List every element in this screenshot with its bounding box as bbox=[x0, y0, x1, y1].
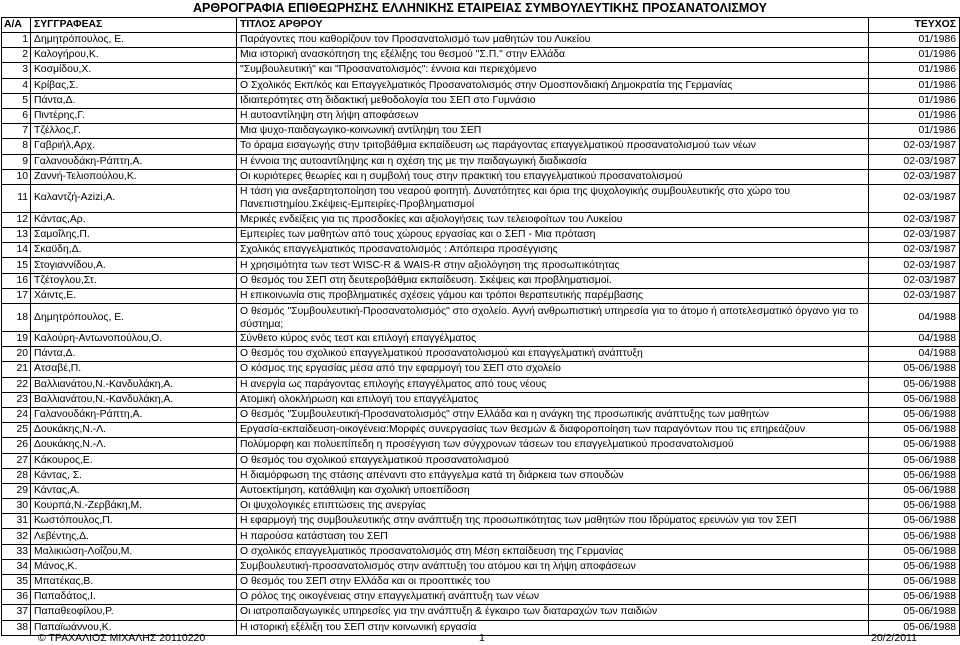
row-title: Ατομική ολοκλήρωση και επιλογή του επαγγέλματος bbox=[237, 392, 869, 407]
row-title: Εργασία-εκπαίδευση-οικογένεια:Μορφές συνεργασίας των θεσμών & διαφοροποίηση των παραγόντων που τις επηρεάζουν bbox=[237, 423, 869, 438]
row-title: Οι κυριότερες θεωρίες και η συμβολή τους στην πρακτική του επαγγελματικού προσανατολισμού bbox=[237, 169, 869, 184]
row-number: 25 bbox=[2, 423, 31, 438]
row-issue: 04/1988 bbox=[869, 347, 960, 362]
row-issue: 05-06/1988 bbox=[869, 377, 960, 392]
row-title: Η διαμόρφωση της στάσης απέναντι στο επάγγελμα κατά τη διάρκεια των σπουδών bbox=[237, 468, 869, 483]
row-number: 30 bbox=[2, 499, 31, 514]
row-author: Στογιαννίδου,Α. bbox=[31, 258, 237, 273]
row-number: 37 bbox=[2, 605, 31, 620]
row-issue: 05-06/1988 bbox=[869, 407, 960, 422]
table-row bbox=[2, 139, 960, 154]
table-row bbox=[2, 154, 960, 169]
row-title: Η ανεργία ως παράγοντας επιλογής επαγγέλματος από τους νέους bbox=[237, 377, 869, 392]
row-author: Γαλανουδάκη-Ράπτη,Α. bbox=[31, 407, 237, 422]
row-issue: 02-03/1987 bbox=[869, 139, 960, 154]
row-issue: 02-03/1987 bbox=[869, 273, 960, 288]
row-number: 21 bbox=[2, 362, 31, 377]
row-number: 8 bbox=[2, 139, 31, 154]
row-issue: 04/1988 bbox=[869, 332, 960, 347]
row-title: Ο κόσμος της εργασίας μέσα από την εφαρμογή του ΣΕΠ στο σχολείο bbox=[237, 362, 869, 377]
table-row bbox=[2, 243, 960, 258]
row-title: Αυτοεκτίμηση, κατάθλιψη και σχολική υποεπίδοση bbox=[237, 483, 869, 498]
table-row bbox=[2, 605, 960, 620]
row-number: 36 bbox=[2, 590, 31, 605]
row-issue: 02-03/1987 bbox=[869, 228, 960, 243]
row-issue: 01/1986 bbox=[869, 78, 960, 93]
row-title: Η αυτοαντίληψη στη λήψη αποφάσεων bbox=[237, 108, 869, 123]
row-author: Πάντα,Δ. bbox=[31, 93, 237, 108]
row-number: 11 bbox=[2, 184, 31, 212]
row-author: Μαλικιώση-Λοΐζου,Μ. bbox=[31, 544, 237, 559]
row-number: 33 bbox=[2, 544, 31, 559]
row-author: Ατσαβέ,Π. bbox=[31, 362, 237, 377]
footer-date: 20/2/2011 bbox=[871, 632, 917, 644]
table-row bbox=[2, 559, 960, 574]
row-issue: 04/1988 bbox=[869, 304, 960, 332]
header-title: ΤΙΤΛΟΣ ΑΡΘΡΟΥ bbox=[237, 18, 869, 33]
table-row bbox=[2, 529, 960, 544]
table-row bbox=[2, 258, 960, 273]
row-issue: 01/1986 bbox=[869, 48, 960, 63]
row-author: Γαλανουδάκη-Ράπτη,Α. bbox=[31, 154, 237, 169]
row-title: Η παρούσα κατάσταση του ΣΕΠ bbox=[237, 529, 869, 544]
row-author: Κοσμίδου,Χ. bbox=[31, 63, 237, 78]
row-issue: 05-06/1988 bbox=[869, 620, 960, 635]
row-title: Ιδιαιτερότητες στη διδακτική μεθοδολογία του ΣΕΠ στο Γυμνάσιο bbox=[237, 93, 869, 108]
row-issue: 01/1986 bbox=[869, 63, 960, 78]
row-author: Καλούρη-Αντωνοπούλου,Ο. bbox=[31, 332, 237, 347]
table-row bbox=[2, 124, 960, 139]
table-row bbox=[2, 362, 960, 377]
row-author: Καλαντζή-Azizi,Α. bbox=[31, 184, 237, 212]
row-issue: 05-06/1988 bbox=[869, 514, 960, 529]
table-row bbox=[2, 499, 960, 514]
row-number: 29 bbox=[2, 483, 31, 498]
row-number: 7 bbox=[2, 124, 31, 139]
row-issue: 05-06/1988 bbox=[869, 453, 960, 468]
row-author: Κάντας, Σ. bbox=[31, 468, 237, 483]
row-number: 13 bbox=[2, 228, 31, 243]
row-issue: 05-06/1988 bbox=[869, 605, 960, 620]
row-number: 12 bbox=[2, 212, 31, 227]
row-title: Μερικές ενδείξεις για τις προσδοκίες και αξιολογήσεις των τελειοφοίτων του Λυκείου bbox=[237, 212, 869, 227]
row-title: Η εφαρμογή της συμβουλευτικής στην ανάπτυξη της προσωπικότητας των μαθητών που Ιδρύματος ερευνών για τον ΣΕΠ bbox=[237, 514, 869, 529]
table-row bbox=[2, 288, 960, 303]
row-author: Κάντας,Α. bbox=[31, 483, 237, 498]
row-title: Ο σχολικός επαγγελματικός προσανατολισμός στη Μέση εκπαίδευση της Γερμανίας bbox=[237, 544, 869, 559]
row-title: Σχολικός επαγγελματικός προσανατολισμός : Απόπειρα προσέγγισης bbox=[237, 243, 869, 258]
row-title: Ο θεσμός του ΣΕΠ στην Ελλάδα και οι προοπτικές του bbox=[237, 575, 869, 590]
row-title: Η τάση για ανεξαρτητοποίηση του νεαρού φοιτητή. Δυνατότητες και όρια της ψυχολογικής συμβουλευτικής στο χώρο του Πανεπιστημίου.Σκέψεις-Εμπειρίες-Προβληματισμοί bbox=[237, 184, 869, 212]
row-issue: 02-03/1987 bbox=[869, 154, 960, 169]
row-author: Παπαδάτος,Ι. bbox=[31, 590, 237, 605]
row-title: Το όραμα εισαγωγής στην τριτοβάθμια εκπαίδευση ως παράγοντας επαγγελματικού προσανατολισμού των νέων bbox=[237, 139, 869, 154]
row-author: Παπαϊωάννου,Κ. bbox=[31, 620, 237, 635]
row-title: Η ιστορική εξέλιξη του ΣΕΠ στην κοινωνική εργασία bbox=[237, 620, 869, 635]
row-number: 17 bbox=[2, 288, 31, 303]
footer-copyright: © ΤΡΑΧΑΛΙΟΣ ΜΙΧΑΛΗΣ 20110220 bbox=[38, 632, 206, 644]
row-issue: 05-06/1988 bbox=[869, 483, 960, 498]
row-author: Πάντα,Δ. bbox=[31, 347, 237, 362]
row-title: Η επικοινωνία στις προβληματικές σχέσεις γάμου και τρόποι θεραπευτικής παρέμβασης bbox=[237, 288, 869, 303]
row-number: 2 bbox=[2, 48, 31, 63]
table-row bbox=[2, 63, 960, 78]
row-number: 3 bbox=[2, 63, 31, 78]
header-issue: ΤΕΥΧΟΣ bbox=[869, 18, 960, 33]
row-title: Σύνθετο κύρος ενός τεστ και επιλογή επαγγέλματος bbox=[237, 332, 869, 347]
table-row bbox=[2, 33, 960, 48]
row-number: 23 bbox=[2, 392, 31, 407]
row-author: Τζέτογλου,Στ. bbox=[31, 273, 237, 288]
row-number: 28 bbox=[2, 468, 31, 483]
row-title: Ο θεσμός του σχολικού επαγγελματικού προσανατολισμού και επαγγελματική ανάπτυξη bbox=[237, 347, 869, 362]
header-num: Α/Α bbox=[2, 18, 31, 33]
row-author: Δουκάκης,Ν.-Λ. bbox=[31, 438, 237, 453]
row-number: 20 bbox=[2, 347, 31, 362]
row-title: Εμπειρίες των μαθητών από τους χώρους εργασίας και ο ΣΕΠ - Μια πρόταση bbox=[237, 228, 869, 243]
row-number: 16 bbox=[2, 273, 31, 288]
table-row bbox=[2, 48, 960, 63]
row-author: Σκαϋδη,Δ. bbox=[31, 243, 237, 258]
row-author: Γαβριήλ,Αρχ. bbox=[31, 139, 237, 154]
row-number: 35 bbox=[2, 575, 31, 590]
row-author: Λεβέντης,Δ. bbox=[31, 529, 237, 544]
table-row bbox=[2, 544, 960, 559]
page-title: ΑΡΘΡΟΓΡΑΦΙΑ ΕΠΙΘΕΩΡΗΣΗΣ ΕΛΛΗΝΙΚΗΣ ΕΤΑΙΡΕΙΑΣ ΣΥΜΒΟΥΛΕΥΤΙΚΗΣ ΠΡΟΣΑΝΑΤΟΛΙΣΜΟΥ bbox=[193, 1, 767, 15]
table-row bbox=[2, 78, 960, 93]
row-author: Μάνος,Κ. bbox=[31, 559, 237, 574]
row-number: 32 bbox=[2, 529, 31, 544]
row-author: Κάντας,Αρ. bbox=[31, 212, 237, 227]
row-title: Παράγοντες που καθορίζουν τον Προσανατολισμό των μαθητών του Λυκείου bbox=[237, 33, 869, 48]
row-title: Ο ρόλος της οικογένειας στην επαγγελματική ανάπτυξη των νέων bbox=[237, 590, 869, 605]
table-row bbox=[2, 377, 960, 392]
row-title: Ο θεσμός "Συμβουλευτική-Προσανατολισμός" στο σχολείο. Αγνή ανθρωπιστική υπηρεσία για το άτομο ή αποτελεσματικό όργανο για το σύστημα; bbox=[237, 304, 869, 332]
row-issue: 02-03/1987 bbox=[869, 243, 960, 258]
articles-table bbox=[1, 17, 960, 636]
row-issue: 05-06/1988 bbox=[869, 590, 960, 605]
row-title: Οι ψυχολογικές επιπτώσεις της ανεργίας bbox=[237, 499, 869, 514]
row-title: Η έννοια της αυτοαντίληψης και η σχέση της με την παιδαγωγική διαδικασία bbox=[237, 154, 869, 169]
row-number: 18 bbox=[2, 304, 31, 332]
row-issue: 05-06/1988 bbox=[869, 392, 960, 407]
row-issue: 01/1986 bbox=[869, 108, 960, 123]
row-author: Τζέλλος,Γ. bbox=[31, 124, 237, 139]
row-issue: 02-03/1987 bbox=[869, 169, 960, 184]
row-issue: 05-06/1988 bbox=[869, 544, 960, 559]
table-row bbox=[2, 108, 960, 123]
row-number: 24 bbox=[2, 407, 31, 422]
row-issue: 01/1986 bbox=[869, 124, 960, 139]
row-author: Βαλλιανάτου,Ν.-Κανδυλάκη,Α. bbox=[31, 392, 237, 407]
row-title: Ο θεσμός του σχολικού επαγγελματικού προσανατολισμού bbox=[237, 453, 869, 468]
row-number: 15 bbox=[2, 258, 31, 273]
table-row bbox=[2, 93, 960, 108]
row-author: Μπατέκας,Β. bbox=[31, 575, 237, 590]
table-row bbox=[2, 169, 960, 184]
table-row bbox=[2, 575, 960, 590]
row-author: Καλογήρου,Κ. bbox=[31, 48, 237, 63]
table-row bbox=[2, 453, 960, 468]
row-author: Κουρπά,Ν.-Ζερβάκη,Μ. bbox=[31, 499, 237, 514]
row-author: Δημητρόπουλος, Ε. bbox=[31, 304, 237, 332]
row-issue: 05-06/1988 bbox=[869, 362, 960, 377]
row-author: Παπαθεοφίλου,Ρ. bbox=[31, 605, 237, 620]
row-issue: 05-06/1988 bbox=[869, 529, 960, 544]
row-issue: 02-03/1987 bbox=[869, 212, 960, 227]
table-row bbox=[2, 423, 960, 438]
row-number: 27 bbox=[2, 453, 31, 468]
row-title: "Συμβουλευτική" και "Προσανατολισμός": έννοια και περιεχόμενο bbox=[237, 63, 869, 78]
row-title: Μια ιστορική ανασκόπηση της εξέλιξης του θεσμού "Σ.Π." στην Ελλάδα bbox=[237, 48, 869, 63]
row-number: 10 bbox=[2, 169, 31, 184]
row-title: Οι ιατροπαιδαγωγικές υπηρεσίες για την ανάπτυξη & έγκαιρο των διαταραχών των παιδιών bbox=[237, 605, 869, 620]
row-number: 9 bbox=[2, 154, 31, 169]
row-issue: 05-06/1988 bbox=[869, 423, 960, 438]
row-number: 38 bbox=[2, 620, 31, 635]
row-title: Η χρησιμότητα των τεστ WISC-R & WAIS-R στην αξιολόγηση της προσωπικότητας bbox=[237, 258, 869, 273]
row-number: 34 bbox=[2, 559, 31, 574]
row-author: Ζαννή-Τελιοπούλου,Κ. bbox=[31, 169, 237, 184]
table-row bbox=[2, 332, 960, 347]
table-row bbox=[2, 438, 960, 453]
row-author: Σαμοΐλης,Π. bbox=[31, 228, 237, 243]
row-number: 6 bbox=[2, 108, 31, 123]
footer-page-number: 1 bbox=[479, 632, 485, 644]
table-row bbox=[2, 184, 960, 212]
row-author: Κωστόπουλος,Π. bbox=[31, 514, 237, 529]
table-row bbox=[2, 347, 960, 362]
row-issue: 05-06/1988 bbox=[869, 499, 960, 514]
row-author: Κρίβας,Σ. bbox=[31, 78, 237, 93]
row-issue: 02-03/1987 bbox=[869, 184, 960, 212]
row-title: Ο θεσμός του ΣΕΠ στη δευτεροβάθμια εκπαίδευση. Σκέψεις και προβληματισμοί. bbox=[237, 273, 869, 288]
row-number: 4 bbox=[2, 78, 31, 93]
row-issue: 05-06/1988 bbox=[869, 438, 960, 453]
page-footer bbox=[0, 631, 960, 645]
table-header-row bbox=[2, 18, 960, 33]
row-title: Πολύμορφη και πολυεπίπεδη η προσέγγιση των σύγχρονων τάσεων του επαγγελματικού προσανατολισμού bbox=[237, 438, 869, 453]
row-number: 26 bbox=[2, 438, 31, 453]
row-issue: 01/1986 bbox=[869, 93, 960, 108]
row-author: Βαλλιανάτου,Ν.-Κανδυλάκη,Α. bbox=[31, 377, 237, 392]
table-row bbox=[2, 228, 960, 243]
row-number: 1 bbox=[2, 33, 31, 48]
row-title: Ο θεσμός "Συμβουλευτική-Προσανατολισμός" στην Ελλάδα και η ανάγκη της προσωπικής ανάπτυξης των μαθητών bbox=[237, 407, 869, 422]
row-number: 14 bbox=[2, 243, 31, 258]
row-issue: 05-06/1988 bbox=[869, 559, 960, 574]
header-author: ΣΥΓΓΡΑΦΕΑΣ bbox=[31, 18, 237, 33]
row-issue: 05-06/1988 bbox=[869, 575, 960, 590]
row-issue: 05-06/1988 bbox=[869, 468, 960, 483]
row-author: Κάκουρος,Ε. bbox=[31, 453, 237, 468]
row-title: Ο Σχολικός Εκπ/κός και Επαγγελματικός Προσανατολισμός στην Ομοσπονδιακή Δημοκρατία της Γερμανίας bbox=[237, 78, 869, 93]
table-row bbox=[2, 304, 960, 332]
row-title: Συμβουλευτική-προσανατολισμός στην ανάπτυξη του ατόμου και τη λήψη αποφάσεων bbox=[237, 559, 869, 574]
row-author: Δουκάκης,Ν.-Λ. bbox=[31, 423, 237, 438]
row-author: Πιντέρης,Γ. bbox=[31, 108, 237, 123]
table-row bbox=[2, 468, 960, 483]
row-issue: 02-03/1987 bbox=[869, 288, 960, 303]
table-row bbox=[2, 407, 960, 422]
table-row bbox=[2, 212, 960, 227]
row-issue: 02-03/1987 bbox=[869, 258, 960, 273]
table-row bbox=[2, 273, 960, 288]
row-number: 31 bbox=[2, 514, 31, 529]
row-author: Δημητρόπουλος, Ε. bbox=[31, 33, 237, 48]
row-number: 19 bbox=[2, 332, 31, 347]
table-row bbox=[2, 392, 960, 407]
table-row bbox=[2, 590, 960, 605]
table-row bbox=[2, 514, 960, 529]
row-author: Χάιντς,Ε. bbox=[31, 288, 237, 303]
row-number: 22 bbox=[2, 377, 31, 392]
table-row bbox=[2, 483, 960, 498]
row-title: Μια ψυχο-παιδαγωγικο-κοινωνική αντίληψη του ΣΕΠ bbox=[237, 124, 869, 139]
row-issue: 01/1986 bbox=[869, 33, 960, 48]
row-number: 5 bbox=[2, 93, 31, 108]
